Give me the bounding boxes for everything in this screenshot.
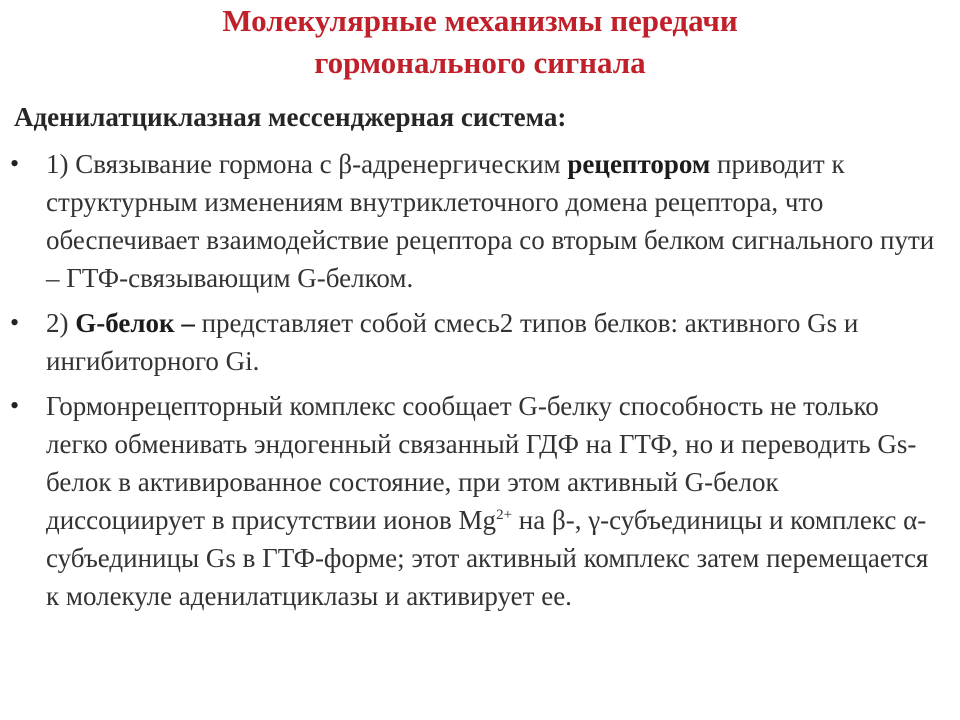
bullet-2-text-start: 2) [46, 308, 76, 338]
bullet-1-bold-term: рецептором [567, 149, 711, 179]
bullet-1-text-end: приводит к структурным изменениям внутриклеточного домена рецептора, что обеспечивает взаимодействие рецептора со вторым белком сигнального пути – ГТФ-связывающим G-белком. [46, 149, 935, 293]
bullet-3-text-end: на β-, γ-субъединицы и комплекс α-субъединицы Gs в ГТФ-форме; этот активный комплекс затем перемещается к молекуле аденилатциклазы и активирует ее. [46, 505, 929, 611]
bullet-dot-icon: • [10, 149, 20, 178]
bullet-list [0, 145, 960, 615]
bullet-3-superscript: 2+ [496, 507, 513, 523]
section-heading: Аденилатциклазная мессенджерная система: [14, 102, 567, 132]
bullet-2-bold-term: G-белок – [75, 308, 195, 338]
bullet-dot-icon: • [10, 391, 20, 420]
bullet-2-text-end: представляет собой смесь2 типов белков: активного Gs и ингибиторного Gi. [46, 308, 859, 376]
bullet-3-text-start: Гормонрецепторный комплекс сообщает G-белку способность не только легко обменивать эндогенный связанный ГДФ на ГТФ, но и переводить Gs-белок в активированное состояние, при этом активный G-белок диссоциирует в присутствии ионов Mg [46, 391, 917, 535]
bullet-dot-icon: • [10, 308, 20, 337]
bullet-1-text-start: 1) Связывание гормона с β-адренергическим [46, 149, 568, 179]
bullet-item-1 [0, 145, 960, 297]
title-line-1: Молекулярные механизмы передачи [222, 3, 738, 38]
bullet-item-3 [0, 387, 960, 615]
slide-title [0, 0, 960, 84]
title-line-2: гормонального сигнала [314, 45, 646, 80]
bullet-item-2 [0, 304, 960, 380]
